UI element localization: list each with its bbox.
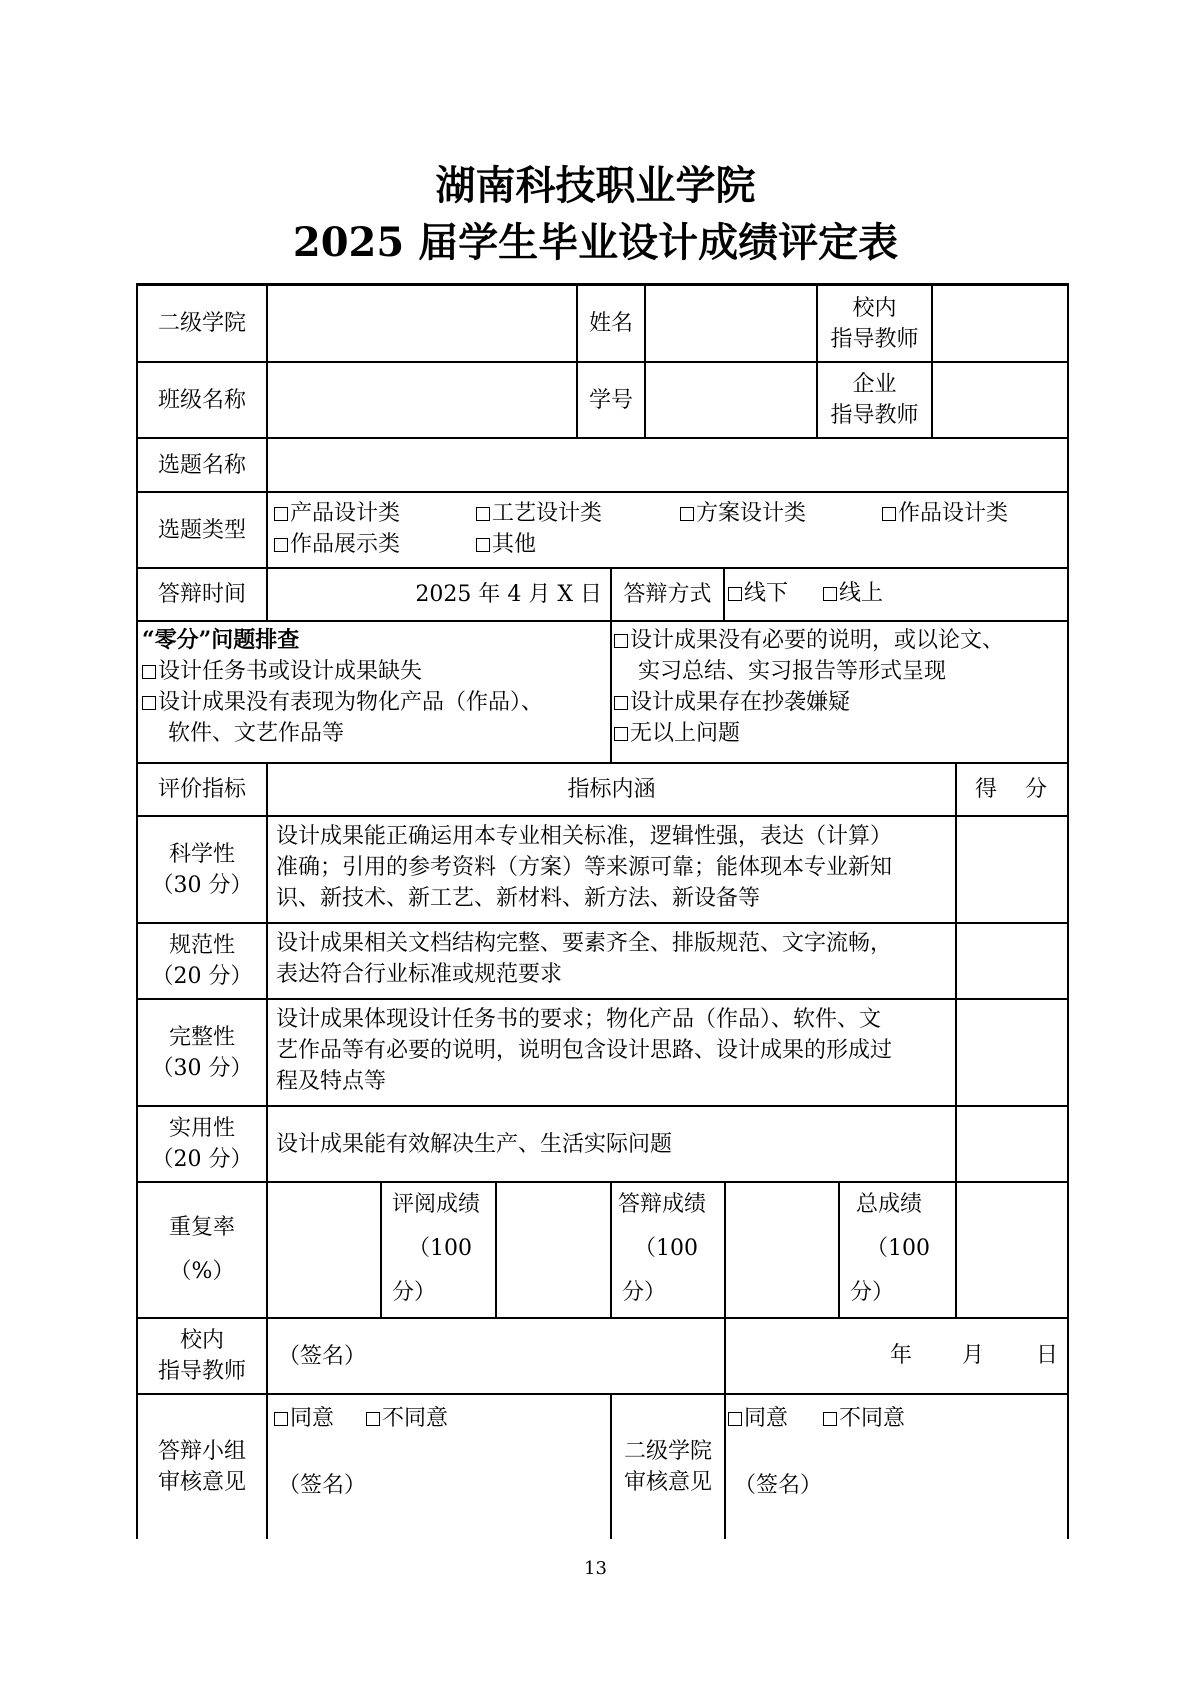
type-option-craft[interactable]: 工艺设计类 xyxy=(476,498,602,529)
topic-label: 选题名称 xyxy=(157,452,246,478)
checkbox-icon xyxy=(614,727,628,741)
topic-field[interactable] xyxy=(268,439,1067,491)
form-title: 2025 届学生毕业设计成绩评定表 xyxy=(292,219,899,266)
college-signature[interactable]: （签名） xyxy=(734,1473,823,1498)
score-field[interactable] xyxy=(957,924,1067,998)
score-field[interactable] xyxy=(957,1000,1067,1105)
checkbox-icon xyxy=(823,1412,837,1426)
checkbox-icon xyxy=(142,696,156,710)
panel-review-label: 答辩小组 审核意见 xyxy=(157,1439,246,1495)
inner-teacher-field[interactable] xyxy=(933,286,1067,361)
class-label: 班级名称 xyxy=(157,387,246,413)
checkbox-icon xyxy=(274,538,288,552)
type-option-plan[interactable]: 方案设计类 xyxy=(680,498,806,529)
name-label: 姓名 xyxy=(588,311,633,336)
zero-check-item[interactable]: 设计成果没有必要的说明，或以论文、 xyxy=(614,625,1004,656)
page-number: 13 xyxy=(584,1558,607,1579)
student-id-label: 学号 xyxy=(588,387,633,413)
repeat-rate-label: 重复率 （%） xyxy=(168,1215,235,1284)
criteria-name: 科学性 （30 分） xyxy=(151,841,253,898)
date-day: 日 xyxy=(1036,1343,1059,1368)
type-option-work-design[interactable]: 作品设计类 xyxy=(882,498,1008,529)
repeat-rate-field[interactable] xyxy=(268,1183,380,1317)
panel-disagree[interactable]: 不同意 xyxy=(366,1403,448,1434)
defense-score-field[interactable] xyxy=(726,1183,838,1317)
criteria-name: 完整性 （30 分） xyxy=(151,1024,253,1081)
checkbox-icon xyxy=(728,1412,742,1426)
zero-check-item[interactable]: 设计任务书或设计成果缺失 xyxy=(142,656,422,687)
defense-mode-offline[interactable]: 线下 xyxy=(728,578,788,609)
defense-time-label: 答辩时间 xyxy=(157,582,246,607)
checkbox-icon xyxy=(476,507,490,521)
panel-signature[interactable]: （签名） xyxy=(278,1473,367,1498)
criteria-name: 实用性 （20 分） xyxy=(151,1116,253,1172)
zero-check-item-cont: 软件、文艺作品等 xyxy=(168,721,345,746)
date-year: 年 xyxy=(890,1343,913,1368)
col-content: 指标内涵 xyxy=(567,777,656,802)
score-field[interactable] xyxy=(957,817,1067,922)
criteria-content: 设计成果体现设计任务书的要求；物化产品（作品）、软件、文 艺作品等有必要的说明，说明包含设计思路、设计成果的形成过 程及特点等 xyxy=(276,1007,893,1094)
college-agree[interactable]: 同意 xyxy=(728,1403,788,1434)
checkbox-icon xyxy=(882,507,896,521)
checkbox-icon xyxy=(680,507,694,521)
teacher-signature-field[interactable]: （签名） xyxy=(278,1343,367,1369)
checkbox-icon xyxy=(274,1412,288,1426)
college-field[interactable] xyxy=(268,286,576,361)
col-score: 得 分 xyxy=(975,777,1047,802)
checkbox-icon xyxy=(274,507,288,521)
student-id-field[interactable] xyxy=(646,363,816,437)
criteria-name: 规范性 （20 分） xyxy=(151,933,253,989)
college-label: 二级学院 xyxy=(157,311,246,336)
col-indicator: 评价指标 xyxy=(157,777,246,802)
school-name: 湖南科技职业学院 xyxy=(435,162,756,209)
company-teacher-field[interactable] xyxy=(933,363,1067,437)
score-field[interactable] xyxy=(957,1107,1067,1181)
checkbox-icon xyxy=(476,538,490,552)
checkbox-icon xyxy=(366,1412,380,1426)
type-option-product[interactable]: 产品设计类 xyxy=(274,498,400,529)
signoff-teacher-label: 校内 指导教师 xyxy=(157,1328,246,1384)
criteria-content: 设计成果能正确运用本专业相关标准，逻辑性强，表达（计算） 准确；引用的参考资料（方案）等来源可靠；能体现本专业新知 识、新技术、新工艺、新材料、新方法、新设备等 xyxy=(276,824,893,911)
zero-check-item[interactable]: 无以上问题 xyxy=(614,718,740,749)
checkbox-icon xyxy=(614,634,628,648)
type-option-work-show[interactable]: 作品展示类 xyxy=(274,529,400,560)
panel-agree[interactable]: 同意 xyxy=(274,1403,334,1434)
total-score-field[interactable] xyxy=(957,1183,1067,1317)
company-teacher-label: 企业 指导教师 xyxy=(830,372,919,428)
zero-check-heading: “零分”问题排查 xyxy=(142,627,300,653)
criteria-content: 设计成果相关文档结构完整、要素齐全、排版规范、文字流畅， 表达符合行业标准或规范要求 xyxy=(276,931,893,987)
criteria-content: 设计成果能有效解决生产、生活实际问题 xyxy=(276,1131,673,1157)
checkbox-icon xyxy=(728,587,742,601)
zero-check-item[interactable]: 设计成果存在抄袭嫌疑 xyxy=(614,687,850,718)
checkbox-icon xyxy=(142,665,156,679)
inner-teacher-label: 校内 指导教师 xyxy=(830,295,919,352)
date-month: 月 xyxy=(962,1343,985,1368)
type-label: 选题类型 xyxy=(157,517,246,543)
checkbox-icon xyxy=(614,696,628,710)
zero-check-item[interactable]: 设计成果没有表现为物化产品（作品）、 xyxy=(142,687,543,718)
name-field[interactable] xyxy=(646,286,816,361)
defense-mode-online[interactable]: 线上 xyxy=(823,578,883,609)
defense-mode-label: 答辩方式 xyxy=(623,582,712,607)
total-score-label: 总成绩 （100 分） xyxy=(850,1192,930,1305)
zero-check-item-cont: 实习总结、实习报告等形式呈现 xyxy=(638,659,947,684)
class-field[interactable] xyxy=(268,363,576,437)
review-score-field[interactable] xyxy=(497,1183,610,1317)
review-score-label: 评阅成绩 （100 分） xyxy=(392,1192,481,1305)
type-option-other[interactable]: 其他 xyxy=(476,529,536,560)
defense-time-value[interactable]: 2025 年 4 月 X 日 xyxy=(415,582,602,607)
college-disagree[interactable]: 不同意 xyxy=(823,1403,905,1434)
college-review-label: 二级学院 审核意见 xyxy=(623,1439,712,1495)
checkbox-icon xyxy=(823,587,837,601)
defense-score-label: 答辩成绩 （100 分） xyxy=(618,1192,707,1305)
